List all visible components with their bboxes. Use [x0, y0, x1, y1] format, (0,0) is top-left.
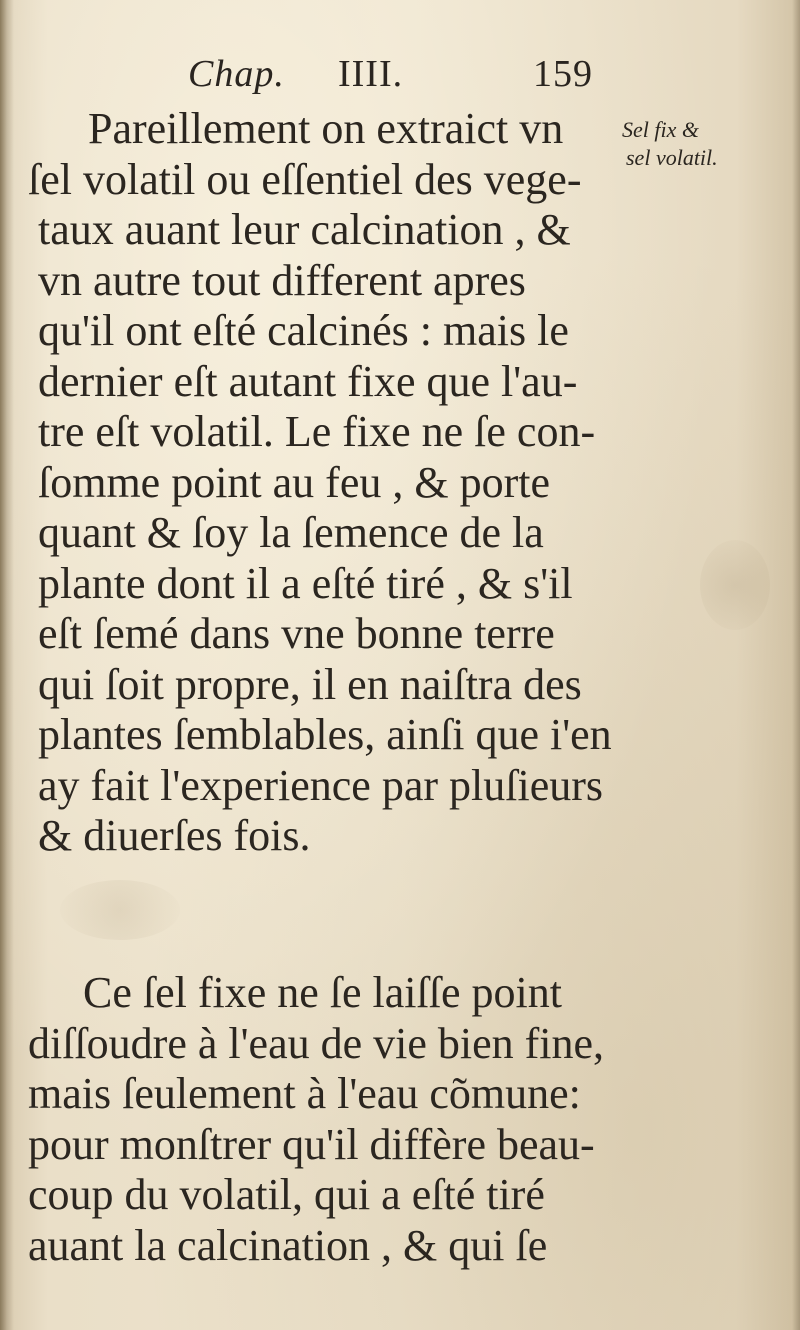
margin-note-line: Sel fix & [622, 117, 699, 142]
text-line: & diuerſes fois. [38, 811, 311, 860]
text-line: tre eſt volatil. Le fixe ne ſe con- [38, 407, 596, 456]
text-line: ſel volatil ou eſſentiel des vege- [28, 154, 582, 204]
text-line: plante dont il a eſté tiré , & s'il [38, 558, 573, 608]
text-line: eſt ſemé dans vne bonne terre [38, 609, 555, 658]
binding-gutter-shadow [0, 0, 14, 1330]
text-line: diſſoudre à l'eau de vie bien fine, [28, 1018, 605, 1068]
chapter-number: IIII. [338, 53, 404, 95]
text-line: plantes ſemblables, ainſi que i'en [38, 710, 612, 759]
text-line: pour monſtrer qu'il diffère beau- [28, 1119, 595, 1169]
page-number: 159 [533, 53, 593, 95]
margin-note-line: sel volatil. [626, 145, 718, 170]
text-line: ay fait l'experience par pluſieurs [38, 760, 603, 810]
text-line: quant & ſoy la ſemence de la [38, 508, 544, 557]
text-line: coup du volatil, qui a eſté tiré [28, 1170, 545, 1219]
paper-stain [700, 540, 770, 630]
chapter-label: Chap. [188, 53, 285, 95]
text-line: auant la calcination , & qui ſe [28, 1220, 548, 1270]
text-line: Pareillement on extraict vn [88, 104, 564, 153]
paragraph-1 [28, 104, 618, 862]
text-line: taux auant leur calcination , & [38, 205, 571, 254]
text-line: qui ſoit propre, il en naiſtra des [38, 659, 582, 709]
text-line: ſomme point au feu , & porte [38, 457, 550, 507]
paragraph-2 [28, 968, 618, 1271]
text-line: vn autre tout different apres [38, 255, 526, 305]
paper-stain [60, 880, 180, 940]
page-edge-shadow [792, 0, 800, 1330]
running-header [188, 52, 628, 102]
margin-note [622, 116, 782, 172]
text-line: qu'il ont eſté calcinés : mais le [38, 306, 569, 355]
text-line: dernier eſt autant fixe que l'au- [38, 356, 578, 406]
text-line: mais ſeulement à l'eau cõmune: [28, 1069, 581, 1118]
text-line: Ce ſel fixe ne ſe laiſſe point [83, 968, 562, 1017]
